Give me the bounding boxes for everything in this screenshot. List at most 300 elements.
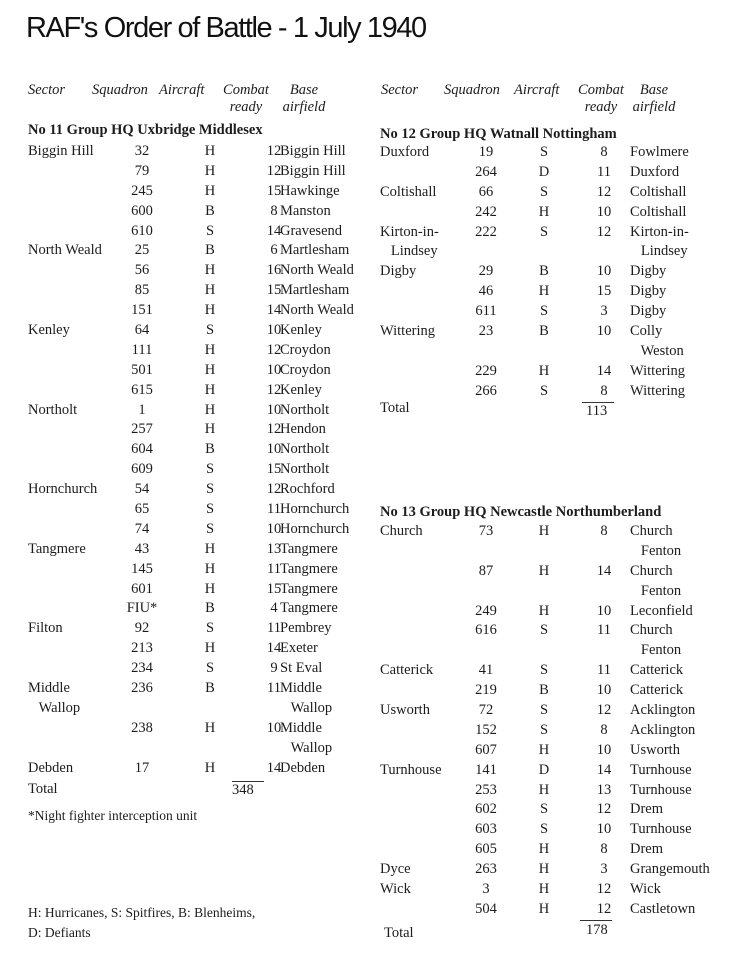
combat-ready-cell: 13 bbox=[596, 781, 612, 798]
squadron-cell: 151 bbox=[131, 302, 153, 319]
table-row bbox=[28, 501, 363, 521]
aircraft-cell: H bbox=[538, 861, 550, 878]
aircraft-cell: S bbox=[205, 222, 215, 239]
aircraft-cell: H bbox=[204, 282, 216, 299]
base-airfield-cell: Northolt bbox=[280, 461, 330, 478]
aircraft-cell: S bbox=[205, 322, 215, 339]
base-airfield-cell: Usworth bbox=[630, 741, 680, 758]
base-airfield-cell: Fenton bbox=[630, 542, 682, 559]
aircraft-cell: H bbox=[538, 900, 550, 917]
aircraft-cell: S bbox=[539, 622, 549, 639]
header-combat-ready: Combat ready bbox=[223, 82, 269, 115]
sector-cell: Wallop bbox=[28, 699, 81, 716]
table-row bbox=[380, 722, 740, 742]
group-12-rows bbox=[380, 144, 740, 403]
squadron-cell: 66 bbox=[478, 183, 494, 200]
table-row bbox=[380, 323, 740, 343]
aircraft-cell: S bbox=[539, 303, 549, 320]
squadron-cell: 610 bbox=[131, 222, 153, 239]
squadron-cell: 213 bbox=[131, 640, 153, 657]
table-row bbox=[380, 821, 740, 841]
aircraft-cell: H bbox=[204, 143, 216, 159]
aircraft-cell: H bbox=[204, 262, 216, 279]
base-airfield-cell: North Weald bbox=[280, 262, 354, 279]
table-row bbox=[380, 583, 740, 603]
base-airfield-cell: Fowlmere bbox=[630, 144, 689, 160]
aircraft-cell: H bbox=[538, 602, 550, 619]
combat-ready-cell: 11 bbox=[597, 163, 611, 180]
sector-cell: Kirton-in- bbox=[380, 223, 439, 240]
header-squadron: Squadron bbox=[92, 82, 148, 98]
combat-ready-cell: 15 bbox=[266, 182, 282, 199]
base-airfield-cell: Digby bbox=[630, 263, 667, 280]
squadron-cell: 92 bbox=[134, 620, 150, 637]
combat-ready-cell: 8 bbox=[600, 841, 608, 858]
combat-ready-cell: 12 bbox=[596, 881, 612, 898]
table-row bbox=[380, 841, 740, 861]
table-row bbox=[28, 203, 363, 223]
aircraft-cell: B bbox=[205, 441, 215, 458]
sector-cell: Biggin Hill bbox=[28, 143, 94, 159]
combat-ready-cell: 12 bbox=[596, 900, 612, 917]
sector-cell: Duxford bbox=[380, 144, 430, 160]
sector-cell: Dyce bbox=[380, 861, 411, 878]
combat-ready-cell: 10 bbox=[596, 741, 612, 758]
base-airfield-cell: Catterick bbox=[630, 682, 684, 699]
base-airfield-cell: Tangmere bbox=[280, 600, 338, 617]
squadron-cell: 266 bbox=[475, 382, 497, 399]
table-row bbox=[28, 143, 363, 163]
squadron-cell: 222 bbox=[475, 223, 497, 240]
group-12-title: No 12 Group HQ Watnall Nottingham bbox=[380, 126, 617, 142]
combat-ready-cell: 13 bbox=[266, 540, 282, 557]
combat-ready-cell: 12 bbox=[266, 421, 282, 438]
aircraft-cell: H bbox=[204, 361, 216, 378]
aircraft-cell: S bbox=[539, 801, 549, 818]
sector-cell: Filton bbox=[28, 620, 63, 637]
base-airfield-cell: Exeter bbox=[280, 640, 318, 657]
table-row bbox=[28, 163, 363, 183]
squadron-cell: 264 bbox=[475, 163, 497, 180]
combat-ready-cell: 12 bbox=[596, 223, 612, 240]
table-row bbox=[28, 242, 363, 262]
base-airfield-cell: Tangmere bbox=[280, 560, 338, 577]
aircraft-cell: S bbox=[539, 183, 549, 200]
base-airfield-cell: Colly bbox=[630, 323, 663, 340]
combat-ready-cell: 10 bbox=[266, 719, 282, 736]
combat-ready-cell: 10 bbox=[266, 361, 282, 378]
squadron-cell: 145 bbox=[131, 560, 153, 577]
base-airfield-cell: Wick bbox=[630, 881, 661, 898]
group-13-total-label: Total bbox=[384, 925, 414, 941]
table-row bbox=[28, 262, 363, 282]
squadron-cell: 72 bbox=[478, 702, 494, 719]
group-11-rows bbox=[28, 143, 363, 780]
combat-ready-cell: 10 bbox=[266, 401, 282, 418]
aircraft-cell: D bbox=[538, 761, 550, 778]
base-airfield-cell: Northolt bbox=[280, 441, 330, 458]
sector-cell: Middle bbox=[28, 680, 70, 697]
base-airfield-cell: Kirton-in- bbox=[630, 223, 689, 240]
aircraft-cell: H bbox=[204, 182, 216, 199]
combat-ready-cell: 11 bbox=[267, 620, 281, 637]
base-airfield-cell: Coltishall bbox=[630, 183, 687, 200]
aircraft-cell: H bbox=[204, 540, 216, 557]
base-airfield-cell: Coltishall bbox=[630, 203, 687, 220]
combat-ready-cell: 8 bbox=[270, 202, 278, 219]
table-row bbox=[28, 640, 363, 660]
squadron-cell: 234 bbox=[131, 660, 153, 677]
base-airfield-cell: Church bbox=[630, 523, 673, 539]
base-airfield-cell: Drem bbox=[630, 801, 664, 818]
base-airfield-cell: Croydon bbox=[280, 361, 331, 378]
table-row bbox=[28, 282, 363, 302]
base-airfield-cell: Wallop bbox=[280, 739, 333, 756]
base-airfield-cell: Acklington bbox=[630, 721, 696, 738]
aircraft-cell: D bbox=[538, 163, 550, 180]
sector-cell: Digby bbox=[380, 263, 417, 280]
combat-ready-cell: 10 bbox=[596, 203, 612, 220]
table-row bbox=[380, 563, 740, 583]
aircraft-cell: H bbox=[204, 302, 216, 319]
base-airfield-cell: Wallop bbox=[280, 699, 333, 716]
base-airfield-cell: Acklington bbox=[630, 702, 696, 719]
sector-cell: Catterick bbox=[380, 662, 434, 679]
combat-ready-cell: 14 bbox=[266, 222, 282, 239]
table-row bbox=[28, 541, 363, 561]
header-base-airfield: Base airfield bbox=[282, 82, 326, 115]
squadron-cell: 1 bbox=[138, 401, 146, 418]
squadron-cell: 111 bbox=[131, 341, 153, 358]
base-airfield-cell: Martlesham bbox=[280, 282, 350, 299]
base-airfield-cell: Middle bbox=[280, 719, 322, 736]
squadron-cell: 249 bbox=[475, 602, 497, 619]
table-row bbox=[380, 363, 740, 383]
combat-ready-cell: 10 bbox=[596, 682, 612, 699]
combat-ready-cell: 11 bbox=[267, 501, 281, 518]
aircraft-cell: B bbox=[539, 323, 549, 340]
combat-ready-cell: 8 bbox=[600, 721, 608, 738]
table-row bbox=[380, 901, 740, 921]
squadron-cell: 607 bbox=[475, 741, 497, 758]
base-airfield-cell: Lindsey bbox=[630, 243, 688, 260]
combat-ready-cell: 15 bbox=[266, 282, 282, 299]
table-row bbox=[380, 603, 740, 623]
table-row bbox=[28, 680, 363, 700]
squadron-cell: 85 bbox=[134, 282, 150, 299]
squadron-cell: 253 bbox=[475, 781, 497, 798]
aircraft-cell: H bbox=[204, 341, 216, 358]
squadron-cell: 257 bbox=[131, 421, 153, 438]
aircraft-cell: S bbox=[539, 821, 549, 838]
table-row bbox=[28, 421, 363, 441]
combat-ready-cell: 14 bbox=[266, 759, 282, 776]
squadron-cell: 242 bbox=[475, 203, 497, 220]
aircraft-cell: B bbox=[205, 242, 215, 259]
squadron-cell: 54 bbox=[134, 481, 150, 498]
aircraft-cell: H bbox=[204, 162, 216, 179]
aircraft-cell: B bbox=[205, 600, 215, 617]
squadron-cell: 152 bbox=[475, 721, 497, 738]
aircraft-cell: S bbox=[539, 702, 549, 719]
aircraft-cell: S bbox=[205, 520, 215, 537]
aircraft-cell: S bbox=[205, 461, 215, 478]
combat-ready-cell: 12 bbox=[596, 183, 612, 200]
aircraft-cell: H bbox=[204, 580, 216, 597]
group-11-total-label: Total bbox=[28, 781, 58, 797]
aircraft-cell: S bbox=[539, 662, 549, 679]
aircraft-cell: H bbox=[538, 781, 550, 798]
aircraft-cell: H bbox=[538, 362, 550, 379]
squadron-cell: 600 bbox=[131, 202, 153, 219]
combat-ready-cell: 15 bbox=[596, 283, 612, 300]
aircraft-cell: H bbox=[538, 523, 550, 539]
squadron-cell: 17 bbox=[134, 759, 150, 776]
sector-cell: Northolt bbox=[28, 401, 78, 418]
base-airfield-cell: Biggin Hill bbox=[280, 162, 346, 179]
aircraft-legend-line-2: D: Defiants bbox=[28, 925, 91, 940]
squadron-cell: 87 bbox=[478, 562, 494, 579]
table-row bbox=[380, 224, 740, 244]
combat-ready-cell: 12 bbox=[596, 801, 612, 818]
group-12-total-value: 113 bbox=[586, 403, 608, 419]
table-row bbox=[28, 600, 363, 620]
base-airfield-cell: Gravesend bbox=[280, 222, 343, 239]
table-row bbox=[380, 742, 740, 762]
header-aircraft: Aircraft bbox=[159, 82, 205, 98]
table-row bbox=[380, 642, 740, 662]
base-airfield-cell: Hornchurch bbox=[280, 501, 350, 518]
base-airfield-cell: Northolt bbox=[280, 401, 330, 418]
aircraft-cell: S bbox=[539, 144, 549, 160]
base-airfield-cell: Biggin Hill bbox=[280, 143, 346, 159]
base-airfield-cell: Leconfield bbox=[630, 602, 693, 619]
aircraft-cell: S bbox=[205, 501, 215, 518]
squadron-cell: 601 bbox=[131, 580, 153, 597]
aircraft-cell: H bbox=[538, 741, 550, 758]
table-row bbox=[380, 523, 740, 543]
group-11-title: No 11 Group HQ Uxbridge Middlesex bbox=[28, 122, 263, 138]
combat-ready-cell: 10 bbox=[266, 322, 282, 339]
squadron-cell: 616 bbox=[475, 622, 497, 639]
base-airfield-cell: Hendon bbox=[280, 421, 326, 438]
combat-ready-cell: 15 bbox=[266, 580, 282, 597]
combat-ready-cell: 14 bbox=[596, 362, 612, 379]
table-row bbox=[28, 362, 363, 382]
squadron-cell: 65 bbox=[134, 501, 150, 518]
table-row bbox=[380, 283, 740, 303]
table-row bbox=[28, 620, 363, 640]
combat-ready-cell: 10 bbox=[266, 441, 282, 458]
table-row bbox=[28, 481, 363, 501]
aircraft-cell: H bbox=[538, 203, 550, 220]
squadron-cell: 245 bbox=[131, 182, 153, 199]
table-row bbox=[380, 204, 740, 224]
base-airfield-cell: Middle bbox=[280, 680, 322, 697]
table-row bbox=[380, 263, 740, 283]
base-airfield-cell: North Weald bbox=[280, 302, 354, 319]
aircraft-cell: H bbox=[204, 640, 216, 657]
table-row bbox=[380, 801, 740, 821]
combat-ready-cell: 12 bbox=[266, 162, 282, 179]
group-13-title: No 13 Group HQ Newcastle Northumberland bbox=[380, 504, 662, 520]
table-row bbox=[28, 382, 363, 402]
squadron-cell: 229 bbox=[475, 362, 497, 379]
combat-ready-cell: 10 bbox=[266, 520, 282, 537]
combat-ready-cell: 10 bbox=[596, 602, 612, 619]
base-airfield-cell: Kenley bbox=[280, 381, 322, 398]
squadron-cell: 141 bbox=[475, 761, 497, 778]
table-row bbox=[28, 720, 363, 740]
table-row bbox=[28, 700, 363, 720]
base-airfield-cell: Drem bbox=[630, 841, 664, 858]
table-row bbox=[380, 543, 740, 563]
base-airfield-cell: Turnhouse bbox=[630, 761, 692, 778]
combat-ready-cell: 16 bbox=[266, 262, 282, 279]
group-11-total-value: 348 bbox=[232, 782, 254, 798]
aircraft-cell: S bbox=[205, 620, 215, 637]
combat-ready-cell: 14 bbox=[596, 761, 612, 778]
combat-ready-cell: 10 bbox=[596, 263, 612, 280]
base-airfield-cell: Digby bbox=[630, 303, 667, 320]
squadron-cell: 236 bbox=[131, 680, 153, 697]
page-title: RAF's Order of Battle - 1 July 1940 bbox=[26, 12, 426, 44]
table-row bbox=[28, 760, 363, 780]
aircraft-cell: B bbox=[205, 202, 215, 219]
aircraft-cell: H bbox=[538, 841, 550, 858]
group-12-total-label: Total bbox=[380, 400, 410, 416]
squadron-cell: 504 bbox=[475, 900, 497, 917]
squadron-cell: 604 bbox=[131, 441, 153, 458]
table-row bbox=[28, 660, 363, 680]
base-airfield-cell: St Eval bbox=[280, 660, 323, 677]
combat-ready-cell: 8 bbox=[600, 382, 608, 399]
table-row bbox=[28, 581, 363, 601]
squadron-cell: 501 bbox=[131, 361, 153, 378]
table-row bbox=[28, 561, 363, 581]
table-row bbox=[380, 762, 740, 782]
header-squadron-right: Squadron bbox=[444, 82, 500, 98]
squadron-cell: 263 bbox=[475, 861, 497, 878]
squadron-cell: 609 bbox=[131, 461, 153, 478]
table-row bbox=[28, 461, 363, 481]
base-airfield-cell: Rochford bbox=[280, 481, 335, 498]
combat-ready-cell: 10 bbox=[596, 821, 612, 838]
squadron-cell: 615 bbox=[131, 381, 153, 398]
base-airfield-cell: Church bbox=[630, 562, 673, 579]
combat-ready-cell: 3 bbox=[600, 861, 608, 878]
combat-ready-cell: 12 bbox=[266, 143, 282, 159]
combat-ready-cell: 12 bbox=[266, 341, 282, 358]
table-row bbox=[380, 164, 740, 184]
combat-ready-cell: 11 bbox=[267, 680, 281, 697]
header-base-airfield-right: Base airfield bbox=[632, 82, 676, 115]
aircraft-cell: H bbox=[204, 421, 216, 438]
squadron-cell: 605 bbox=[475, 841, 497, 858]
aircraft-cell: S bbox=[539, 721, 549, 738]
combat-ready-cell: 15 bbox=[266, 461, 282, 478]
base-airfield-cell: Pembrey bbox=[280, 620, 332, 637]
base-airfield-cell: Castletown bbox=[630, 900, 696, 917]
table-row bbox=[380, 662, 740, 682]
aircraft-cell: H bbox=[538, 283, 550, 300]
aircraft-cell: S bbox=[205, 660, 215, 677]
squadron-cell: 56 bbox=[134, 262, 150, 279]
footnote: *Night fighter interception unit bbox=[28, 808, 198, 823]
combat-ready-cell: 4 bbox=[270, 600, 278, 617]
base-airfield-cell: Hornchurch bbox=[280, 520, 350, 537]
base-airfield-cell: Martlesham bbox=[280, 242, 350, 259]
aircraft-cell: B bbox=[539, 263, 549, 280]
base-airfield-cell: Turnhouse bbox=[630, 781, 692, 798]
aircraft-cell: B bbox=[205, 680, 215, 697]
table-row bbox=[380, 622, 740, 642]
table-row bbox=[28, 302, 363, 322]
group-13-rows bbox=[380, 523, 740, 921]
combat-ready-cell: 14 bbox=[266, 640, 282, 657]
table-row bbox=[28, 342, 363, 362]
combat-ready-cell: 8 bbox=[600, 144, 608, 160]
table-row bbox=[28, 740, 363, 760]
combat-ready-cell: 8 bbox=[600, 523, 608, 539]
table-row bbox=[28, 521, 363, 541]
squadron-cell: FIU* bbox=[126, 600, 158, 617]
aircraft-cell: S bbox=[539, 223, 549, 240]
base-airfield-cell: Wittering bbox=[630, 362, 685, 379]
sector-cell: Usworth bbox=[380, 702, 430, 719]
table-row bbox=[28, 223, 363, 243]
aircraft-cell: H bbox=[538, 562, 550, 579]
squadron-cell: 23 bbox=[478, 323, 494, 340]
header-aircraft-right: Aircraft bbox=[514, 82, 560, 98]
header-sector-right: Sector bbox=[381, 82, 419, 98]
sector-cell: Hornchurch bbox=[28, 481, 98, 498]
combat-ready-cell: 6 bbox=[270, 242, 278, 259]
squadron-cell: 32 bbox=[134, 143, 150, 159]
table-row bbox=[380, 881, 740, 901]
table-row bbox=[380, 343, 740, 363]
table-row bbox=[380, 782, 740, 802]
table-row bbox=[380, 243, 740, 263]
header-sector: Sector bbox=[28, 82, 66, 98]
squadron-cell: 603 bbox=[475, 821, 497, 838]
sector-cell: Wittering bbox=[380, 323, 435, 340]
squadron-cell: 3 bbox=[482, 881, 490, 898]
combat-ready-cell: 9 bbox=[270, 660, 278, 677]
sector-cell: Tangmere bbox=[28, 540, 86, 557]
table-row bbox=[28, 441, 363, 461]
aircraft-cell: S bbox=[205, 481, 215, 498]
base-airfield-cell: Weston bbox=[630, 342, 684, 359]
combat-ready-cell: 12 bbox=[266, 481, 282, 498]
sector-cell: Debden bbox=[28, 759, 74, 776]
base-airfield-cell: Church bbox=[630, 622, 673, 639]
squadron-cell: 219 bbox=[475, 682, 497, 699]
aircraft-cell: H bbox=[204, 401, 216, 418]
sector-cell: Coltishall bbox=[380, 183, 437, 200]
sector-cell: Turnhouse bbox=[380, 761, 442, 778]
squadron-cell: 79 bbox=[134, 162, 150, 179]
sector-cell: Lindsey bbox=[380, 243, 438, 260]
combat-ready-cell: 11 bbox=[597, 622, 611, 639]
base-airfield-cell: Wittering bbox=[630, 382, 685, 399]
table-row bbox=[380, 861, 740, 881]
squadron-cell: 25 bbox=[134, 242, 150, 259]
sector-cell: Wick bbox=[380, 881, 411, 898]
table-row bbox=[380, 702, 740, 722]
table-row bbox=[380, 383, 740, 403]
combat-ready-cell: 3 bbox=[600, 303, 608, 320]
